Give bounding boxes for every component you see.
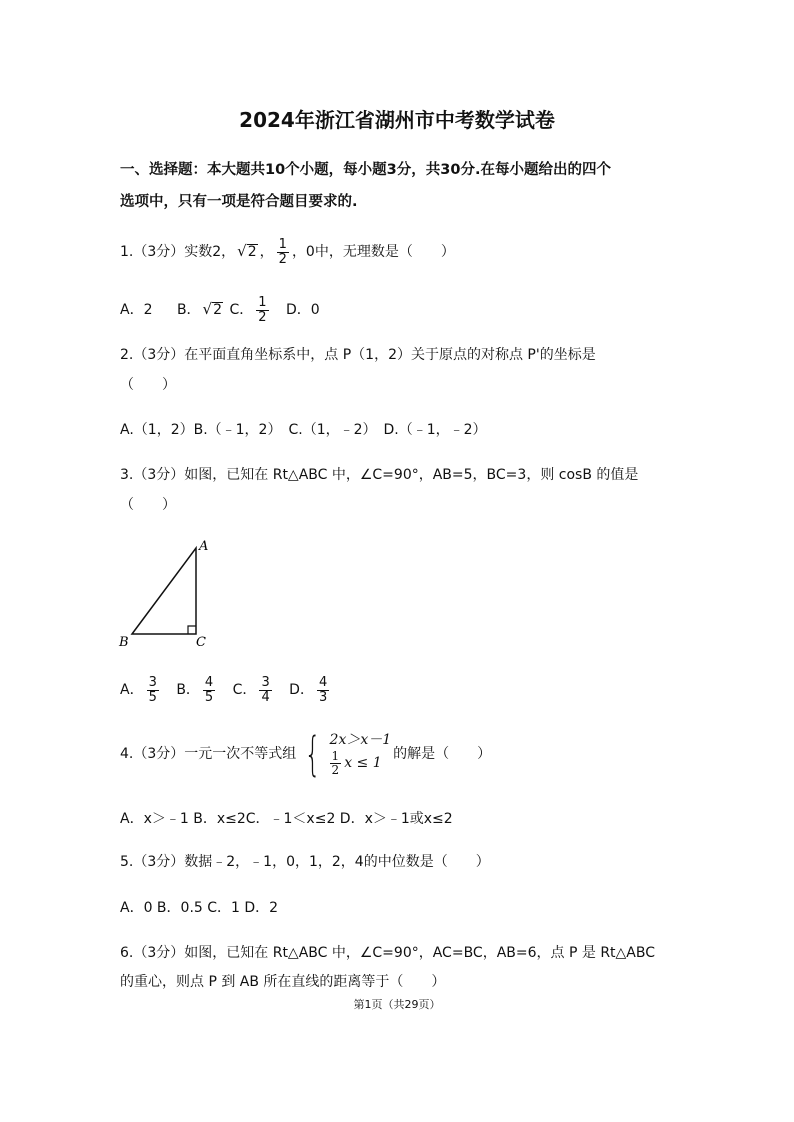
inequality-system xyxy=(298,727,392,781)
question-1-options xyxy=(120,296,320,324)
sqrt-expression xyxy=(203,300,223,318)
page-footer: 第1页（共29页） xyxy=(353,998,441,1011)
inequality-2 xyxy=(330,750,392,776)
option-a: A．2 xyxy=(120,302,153,319)
sqrt-radicand: 2 xyxy=(247,243,257,260)
right-triangle-figure xyxy=(110,536,220,654)
option-b: B． xyxy=(176,682,200,699)
fraction xyxy=(147,676,159,704)
question-4-options: A．x＞﹣1 B．x≤2C．﹣1＜x≤2 D．x＞﹣1或x≤2 xyxy=(120,811,453,827)
inequality-1: 2x＞x－1 xyxy=(329,732,392,749)
fraction xyxy=(259,676,271,704)
question-5-line-1: 5.（3分）数据﹣2，﹣1，0，1，2，4的中位数是（ ） xyxy=(120,854,490,870)
radical-icon: √ xyxy=(237,242,247,261)
fraction-numerator: 1 xyxy=(278,237,287,252)
option-a: A． xyxy=(120,682,144,699)
question-3-line-2: （ ） xyxy=(120,497,176,513)
question-4-text-a: 4.（3分）一元一次不等式组 xyxy=(120,746,297,762)
fraction-denominator: 2 xyxy=(258,309,267,325)
fraction-denominator: 2 xyxy=(278,251,287,267)
fraction xyxy=(330,750,342,776)
question-6-line-1: 6.（3分）如图，已知在 Rt△ABC 中，∠C=90°，AC=BC，AB=6，点 P 是 Rt△ABC xyxy=(120,945,656,961)
question-3-options xyxy=(120,676,332,704)
fraction-denominator: 5 xyxy=(204,689,214,705)
fraction-numerator: 4 xyxy=(204,675,214,690)
section-heading-line-2: 选项中，只有一项是符合题目要求的. xyxy=(120,194,358,210)
fraction xyxy=(256,296,268,324)
question-6-line-2: 的重心，则点 P 到 AB 所在直线的距离等于（ ） xyxy=(120,974,446,990)
question-2-line-2: （ ） xyxy=(120,377,176,393)
fraction xyxy=(277,238,289,266)
vertex-label-a: A xyxy=(199,539,209,554)
fraction-denominator: 5 xyxy=(148,689,157,705)
fraction-numerator: 1 xyxy=(258,295,267,310)
fraction-numerator: 3 xyxy=(261,675,270,690)
question-1-text-b: ，0中，无理数是（ ） xyxy=(291,244,455,261)
option-c: C． xyxy=(232,682,257,699)
left-brace-icon: { xyxy=(304,727,321,781)
fraction-denominator: 2 xyxy=(331,762,340,777)
fraction xyxy=(317,676,329,704)
page-title: 2024年浙江省湖州市中考数学试卷 xyxy=(239,108,555,132)
fraction xyxy=(203,676,215,704)
question-5-options: A．0 B．0.5 C．1 D．2 xyxy=(120,900,279,916)
fraction-numerator: 3 xyxy=(148,675,157,690)
question-1-text-a: 1.（3分）实数2， xyxy=(120,244,236,261)
option-b: B． xyxy=(176,302,201,319)
sqrt-radicand: 2 xyxy=(213,301,223,318)
sqrt-expression xyxy=(237,242,257,260)
separator: ， xyxy=(259,244,274,261)
vertex-label-b: B xyxy=(119,635,129,650)
question-2-options: A.（1，2）B.（﹣1，2） C.（1，﹣2） D.（﹣1，﹣2） xyxy=(120,422,487,438)
vertex-label-c: C xyxy=(196,635,206,650)
option-d: D． xyxy=(289,682,314,699)
fraction-denominator: 3 xyxy=(318,689,328,705)
right-angle-mark xyxy=(188,626,196,634)
question-4-text-b: 的解是（ ） xyxy=(393,746,492,762)
question-1-stem xyxy=(120,238,455,266)
radical-icon: √ xyxy=(202,300,213,319)
question-2-line-1: 2.（3分）在平面直角坐标系中，点 P（1，2）关于原点的对称点 P'的坐标是 xyxy=(120,347,596,363)
option-c: C． xyxy=(229,302,254,319)
fraction-numerator: 4 xyxy=(318,675,328,690)
question-3-line-1: 3.（3分）如图，已知在 Rt△ABC 中，∠C=90°，AB=5，BC=3，则 cosB 的值是 xyxy=(120,467,639,483)
option-d: D．0 xyxy=(286,302,320,319)
section-heading-line-1: 一、选择题：本大题共10个小题，每小题3分，共30分.在每小题给出的四个 xyxy=(120,162,611,178)
question-4-stem xyxy=(120,727,492,781)
fraction-denominator: 4 xyxy=(261,689,270,705)
triangle-outline xyxy=(132,548,196,634)
fraction-numerator: 1 xyxy=(331,749,340,764)
inequality-2-rest: x ≤ 1 xyxy=(344,755,382,772)
